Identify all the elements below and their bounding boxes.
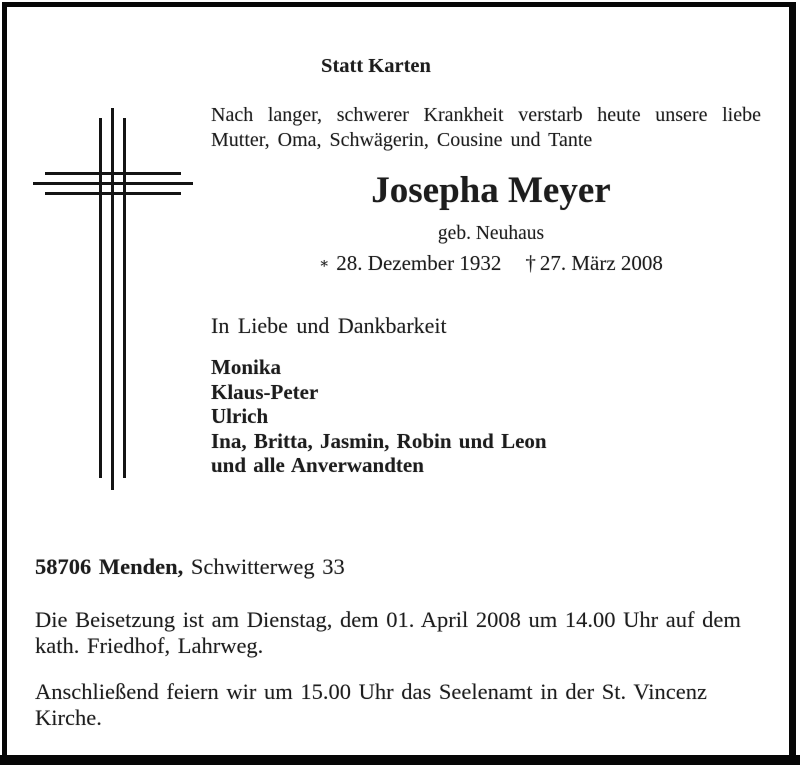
mourners-list	[211, 355, 547, 478]
mourner-line: Ulrich	[211, 404, 269, 428]
funeral-line-1: Die Beisetzung ist am Dienstag, dem 01. April 2008 um 14.00 Uhr auf dem	[35, 607, 741, 632]
cross-line-horizontal-bottom	[45, 192, 181, 195]
intro-line-2: Mutter, Oma, Schwägerin, Cousine und Tante	[211, 128, 593, 151]
life-dates	[211, 250, 771, 277]
mourner-line: Ina, Britta, Jasmin, Robin und Leon	[211, 428, 547, 453]
funeral-info-paragraph	[35, 607, 750, 659]
birth-date: 28. Dezember 1932	[336, 251, 502, 275]
cross-line-vertical-middle	[111, 108, 114, 490]
service-info-paragraph	[35, 679, 750, 731]
deceased-name: Josepha Meyer	[371, 170, 611, 211]
service-line-2: Kirche.	[35, 705, 102, 730]
intro-line-1: Nach langer, schwerer Krankheit verstarb heute unsere liebe	[211, 104, 761, 126]
death-date: 27. März 2008	[539, 251, 663, 275]
mourner-line: Monika	[211, 355, 282, 379]
intro-paragraph	[211, 103, 761, 152]
mourner-line: und alle Anverwandten	[211, 453, 424, 477]
bottom-black-bar	[0, 755, 800, 765]
closing-phrase: In Liebe und Dankbarkeit	[211, 313, 447, 338]
address-line	[35, 553, 345, 580]
funeral-line-2: kath. Friedhof, Lahrweg.	[35, 633, 264, 658]
service-line-1: Anschließend feiern wir um 15.00 Uhr das Seelenamt in der St. Vincenz	[35, 679, 707, 704]
birth-star-icon: ∗	[319, 256, 330, 272]
mourner-line: Klaus-Peter	[211, 379, 319, 404]
cross-line-horizontal-top	[45, 172, 181, 175]
address-street: Schwitterweg 33	[183, 554, 345, 579]
address-city: 58706 Menden,	[35, 554, 184, 579]
death-dagger-icon: †	[525, 251, 536, 275]
header-statt-karten: Statt Karten	[321, 55, 431, 77]
cross-line-horizontal-middle	[33, 182, 193, 185]
maiden-name: geb. Neuhaus	[437, 223, 545, 244]
